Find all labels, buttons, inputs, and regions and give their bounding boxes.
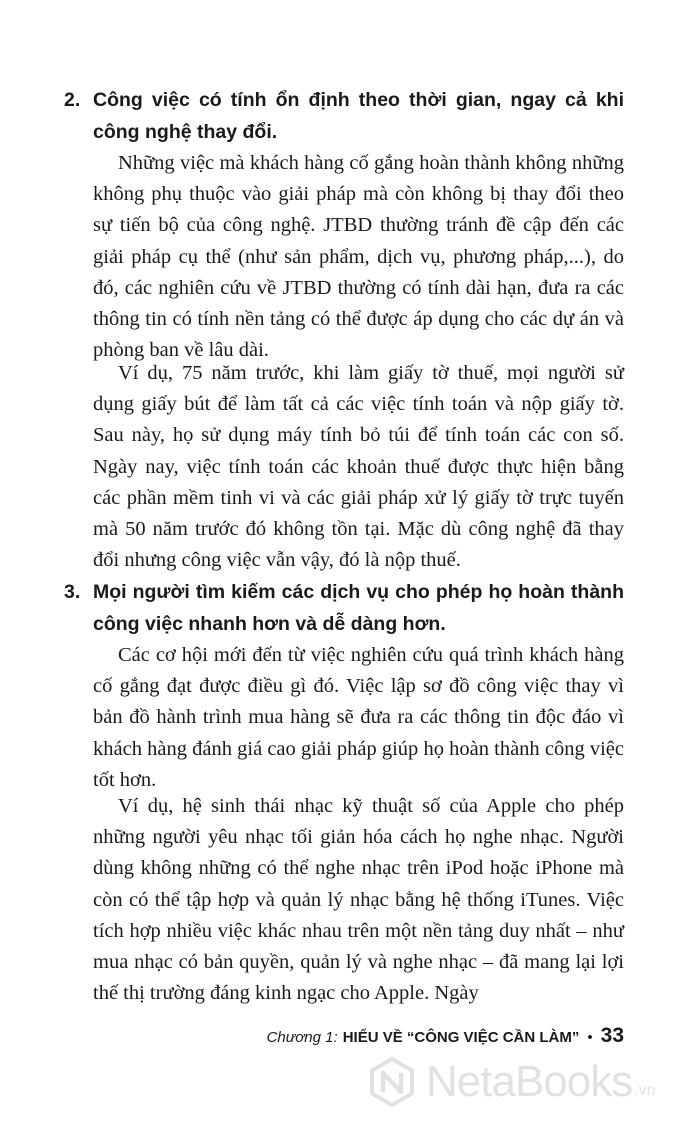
netabooks-logo-icon <box>366 1056 418 1108</box>
body-paragraph: Các cơ hội mới đến từ việc nghiên cứu quá trình khách hàng cố gắng đạt được điều gì đó. Việc lập sơ đồ công việc thay vì bản đồ hành trình mua hàng sẽ đưa ra các thông tin độc đáo vì khách hàng đánh giá cao giải pháp giúp họ hoàn thành công việc tốt hơn. <box>93 644 624 791</box>
watermark-brand: NetaBooks <box>426 1057 633 1106</box>
item-heading: Mọi người tìm kiếm các dịch vụ cho phép họ hoàn thành công việc nhanh hơn và dễ dàng hơn. <box>93 581 624 635</box>
footer-chapter: Chương 1: <box>266 1029 338 1046</box>
numbered-heading-3 <box>64 576 624 640</box>
page-number: 33 <box>600 1024 624 1047</box>
running-footer <box>267 1024 624 1052</box>
item-number: 2. <box>64 89 81 111</box>
item-heading: Công việc có tính ổn định theo thời gian, ngay cả khi công nghệ thay đổi. <box>93 89 624 143</box>
body-paragraph: Ví dụ, 75 năm trước, khi làm giấy tờ thuế, mọi người sử dụng giấy bút để làm tất cả các việc tính toán và nộp giấy tờ. Sau này, họ sử dụng máy tính bỏ túi để tính toán các con số. Ngày nay, việc tính toán các khoản thuế được thực hiện bằng các phần mềm tinh vi và các giải pháp xử lý giấy tờ trực tuyến mà 50 năm trước đó không tồn tại. Mặc dù công nghệ đã thay đổi nhưng công việc vẫn vậy, đó là nộp thuế. <box>93 362 624 572</box>
footer-bullet: • <box>587 1029 593 1046</box>
watermark <box>366 1052 656 1112</box>
body-paragraph: Ví dụ, hệ sinh thái nhạc kỹ thuật số của Apple cho phép những người yêu nhạc tối giản hóa cách họ nghe nhạc. Người dùng không những có thể nghe nhạc trên iPod hoặc iPhone mà còn có thể tập hợp và quản lý nhạc bằng hệ thống iTunes. Việc tích hợp nhiều việc khác nhau trên một nền tảng duy nhất – như mua nhạc có bản quyền, quản lý và nghe nhạc – đã mang lại lợi thế thị trường đáng kinh ngạc cho Apple. Ngày <box>93 795 624 1005</box>
body-paragraph: Những việc mà khách hàng cố gắng hoàn thành không những không phụ thuộc vào giải pháp mà còn không bị thay đổi theo sự tiến bộ của công nghệ. JTBD thường tránh đề cập đến các giải pháp cụ thể (như sản phẩm, dịch vụ, phương pháp,...), do đó, các nghiên cứu về JTBD thường có tính dài hạn, đưa ra các thông tin có tính nền tảng có thể được áp dụng cho các dự án và phòng ban về lâu dài. <box>93 152 624 362</box>
watermark-suffix: .vn <box>634 1082 656 1099</box>
footer-chapter-title: HIỂU VỀ “CÔNG VIỆC CẦN LÀM” <box>342 1029 580 1046</box>
item-number: 3. <box>64 581 81 603</box>
numbered-heading-2 <box>64 84 624 148</box>
